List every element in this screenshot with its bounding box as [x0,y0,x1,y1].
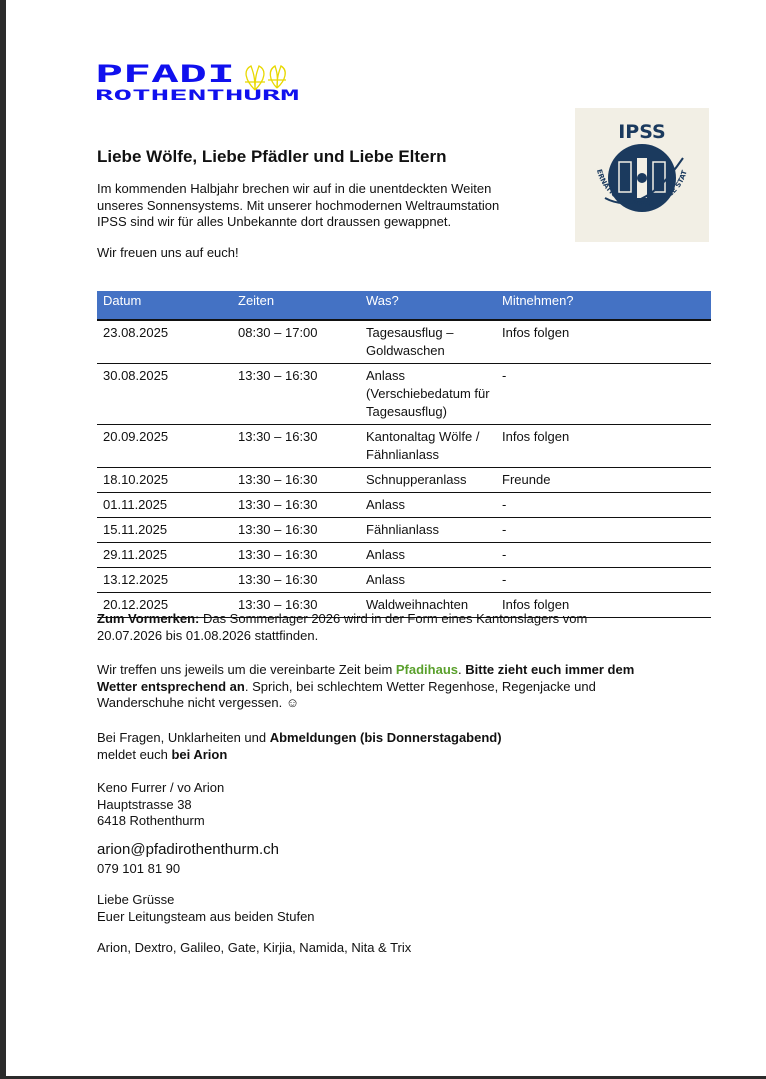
cell-datum: 20.09.2025 [97,425,232,468]
pfadi-rothenthurm-logo [95,60,305,102]
text: meldet euch [97,746,172,762]
cell-was: Anlass [360,493,496,518]
greeting: Wir freuen uns auf euch! [97,245,239,260]
phone: 079 101 81 90 [97,861,181,876]
text: . [458,662,466,677]
cell-datum: 23.08.2025 [97,320,232,364]
schedule-table [97,291,711,618]
cell-datum: 18.10.2025 [97,468,232,493]
cell-mitnehmen: - [496,493,711,518]
svg-text:PFADI: PFADI [95,60,235,88]
cell-mitnehmen: Infos folgen [496,593,711,618]
cell-zeiten: 13:30 – 16:30 [232,518,360,543]
cell-was: Schnupperanlass [360,468,496,493]
address-line: Hauptstrasse 38 [97,796,192,812]
header-was: Was? [360,291,496,320]
closing-line: Liebe Grüsse [97,892,175,907]
meeting-note [97,662,667,712]
svg-text:INTERNATIONAL PFADI SPACE STAT: ERNATIONAL PFADI SPACE STAT [594,168,689,209]
table-row [97,425,711,468]
address-line: 6418 Rothenthurm [97,813,205,828]
cell-mitnehmen: - [496,364,711,425]
questions-note [97,730,567,763]
cell-was: Fähnlianlass [360,518,496,543]
page-heading: Liebe Wölfe, Liebe Pfädler und Liebe Eltern [97,147,447,166]
vormerken-note [97,611,647,644]
cell-zeiten: 13:30 – 16:30 [232,364,360,425]
text: Wir treffen uns jeweils um die vereinbarte Zeit beim [97,662,396,677]
cell-zeiten: 08:30 – 17:00 [232,320,360,364]
cell-datum: 15.11.2025 [97,518,232,543]
cell-zeiten: 13:30 – 16:30 [232,568,360,593]
table-row [97,493,711,518]
table-row [97,320,711,364]
cell-zeiten: 13:30 – 16:30 [232,543,360,568]
text: Abmeldungen (bis Donnerstagabend) [269,730,502,745]
cell-mitnehmen: - [496,543,711,568]
address-line: Keno Furrer / vo Arion [97,780,225,795]
table-row [97,364,711,425]
cell-zeiten: 13:30 – 16:30 [232,593,360,618]
cell-datum: 29.11.2025 [97,543,232,568]
cell-mitnehmen: Freunde [496,468,711,493]
closing [97,892,567,925]
cell-was: Anlass (Verschiebedatum für Tagesausflug) [360,364,496,425]
header-mitnehmen: Mitnehmen? [496,291,711,320]
leader-names: Arion, Dextro, Galileo, Gate, Kirjia, Namida, Nita & Trix [97,940,412,955]
header-zeiten: Zeiten [232,291,360,320]
cell-was: Anlass [360,568,496,593]
cell-zeiten: 13:30 – 16:30 [232,468,360,493]
table-row [97,468,711,493]
cell-zeiten: 13:30 – 16:30 [232,425,360,468]
intro-line: IPSS sind wir für alles Unbekannte dort draussen gewappnet. [97,214,452,229]
document-page [6,0,766,1076]
table-row [97,518,711,543]
cell-mitnehmen: Infos folgen [496,320,711,364]
text: bei Arion [171,746,228,762]
svg-text:IPSS: IPSS [618,121,666,143]
intro-paragraph [97,181,567,231]
header-datum: Datum [97,291,232,320]
cell-datum: 01.11.2025 [97,493,232,518]
weather-note: Bitte zieht euch immer dem Wetter entsprechend an [97,662,635,694]
cell-was: Waldweihnachten [360,593,496,618]
cell-was: Anlass [360,543,496,568]
cell-datum: 20.12.2025 [97,593,232,618]
svg-text:ROTHENTHURM: ROTHENTHURM [95,88,299,102]
address [97,780,567,830]
fleur-de-lis-icon [245,66,286,90]
text: Bei Fragen, Unklarheiten und [97,730,270,745]
vormerken-text: Das Sommerlager 2026 wird in der Form eines Kantonslagers vom 20.07.2026 bis 01.08.2026 stattfinden. [97,611,588,643]
table-row [97,543,711,568]
table-header-row [97,291,711,320]
cell-mitnehmen: - [496,568,711,593]
cell-was: Kantonaltag Wölfe / Fähnlianlass [360,425,496,468]
vormerken-label: Zum Vormerken: [97,611,200,626]
cell-datum: 30.08.2025 [97,364,232,425]
cell-mitnehmen: Infos folgen [496,425,711,468]
cell-was: Tagesausflug – Goldwaschen [360,320,496,364]
closing-line: Euer Leitungsteam aus beiden Stufen [97,908,315,924]
ipss-badge [575,108,709,242]
table-row [97,568,711,593]
intro-line: Im kommenden Halbjahr brechen wir auf in die unentdeckten Weiten [97,181,492,196]
cell-zeiten: 13:30 – 16:30 [232,493,360,518]
cell-mitnehmen: - [496,518,711,543]
email-link[interactable]: arion@pfadirothenthurm.ch [97,841,279,858]
meeting-place: Pfadihaus [395,662,459,677]
cell-datum: 13.12.2025 [97,568,232,593]
text: . Sprich, bei schlechtem Wetter Regenhose, Regenjacke und Wanderschuhe nicht vergessen. ☺ [97,678,596,710]
intro-line: unseres Sonnensystems. Mit unserer hochmodernen Weltraumstation [97,197,500,213]
